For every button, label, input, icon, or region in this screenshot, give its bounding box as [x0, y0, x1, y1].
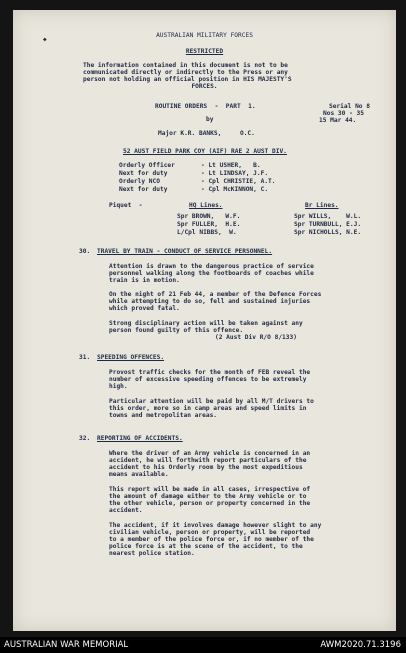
routine-orders-heading: ROUTINE ORDERS - PART 1.: [155, 103, 256, 110]
by-label: by: [206, 116, 214, 123]
roster-role: Next for duty: [119, 170, 175, 177]
document-title: AUSTRALIAN MILITARY FORCES: [156, 32, 253, 39]
roster-name: - Lt USHER, B.: [201, 162, 261, 169]
unit-heading: 52 AUST FIELD PARK COY (AIF) RAE 2 AUST DIV.: [123, 148, 287, 155]
roster-name: - Cpl CHRISTIE, A.T.: [201, 178, 276, 185]
order-reference: (2 Aust Div R/O 8/133): [215, 334, 297, 341]
roster-name: - Lt LINDSAY, J.F.: [201, 170, 269, 177]
archive-name: AUSTRALIAN WAR MEMORIAL: [4, 640, 129, 650]
roster-role: Next for duty: [119, 186, 175, 193]
item-number: 31.: [79, 354, 91, 361]
roster-name: - Cpl McKINNON, C.: [201, 186, 269, 193]
document-page: ◆ AUSTRALIAN MILITARY FORCES RESTRICTED The information contained in this document is not to be communicated directly or indirectly to the Press or any person not holding an official position in HIS MAJESTY'S FORCES. ROUTINE ORDERS - PART 1. Serial No 8 Nos 30 - 35 15 Mar 44. by Major K.R. BANKS, O.C. 52 AUST FIELD PARK COY (AIF) RAE 2 AUST DIV. Orderly Officer - Lt USHER, B. Next for duty - Lt LINDSAY, J.F. Orderly NCO - Cpl CHRISTIE, A.T. Next for duty - Cpl McKINNON, C. Piquet - HQ Lines. Br Lines. Spr BROWN, W.F. Spr FULLER, H.E. L/Cpl NIBBS, W. Spr WILLS, W.L. Spr TURNBULL, E.J. Spr NICHOLLS, N.E. 30. TRAVEL BY TRAIN - CONDUCT OF SERVICE PERSONNEL. Attention is drawn to the dangerous practice of service personnel walking along the footboards of coaches while train is in motion. On the night of 21 Feb 44, a member of the Defence Forces while attempting to do so, fell and sustained injuries which proved fatal. Strong disciplinary action will be taken against any person found guilty of this offence. (2 Aust Div R/O 8/133) 31. SPEEDING OFFENCES. Provost traffic checks for the month of FEB reveal the number of excessive speeding offences to be extremely high. Particular attention will be paid by all M/T drivers to this order, more so in camp areas and speed limits in towns and metropolitan areas. 32. REPORTING OF ACCIDENTS. Where the driver of an Army vehicle is concerned in an accident, he will forthwith report particulars of the accident to his Orderly room by the most expeditious means available. This report will be made in all cases, irrespective of the amount of damage either to the Army vehicle or to the other vehicle, person or property concerned in the accident. The accident, if it involves damage however slight to any civilian vehicle, person or property, will be reported to a member of the police force or, if no member of the police force is at the scene of the accident, to the nearest police station.: [13, 10, 396, 631]
item-number: 32.: [79, 435, 91, 442]
page-mark: ◆: [43, 36, 47, 43]
br-lines-heading: Br Lines.: [305, 202, 339, 209]
order-numbers: Nos 30 - 35: [323, 110, 364, 117]
hq-lines-heading: HQ Lines.: [189, 202, 223, 209]
commanding-officer: Major K.R. BANKS, O.C.: [158, 130, 255, 137]
piquet-name: Spr NICHOLLS, N.E.: [294, 229, 362, 236]
restricted-heading: RESTRICTED: [185, 48, 224, 55]
roster-role: Orderly Officer: [119, 162, 175, 169]
item-title: REPORTING OF ACCIDENTS.: [97, 435, 183, 442]
piquet-label: Piquet -: [109, 202, 143, 209]
order-date: 15 Mar 44.: [319, 117, 357, 124]
roster-role: Orderly NCO: [119, 178, 175, 185]
piquet-name: Spr BROWN, W.F.: [177, 213, 241, 220]
item-number: 30.: [79, 248, 91, 255]
piquet-name: L/Cpl NIBBS, W.: [177, 229, 237, 236]
item-title: SPEEDING OFFENCES.: [97, 354, 165, 361]
piquet-name: Spr WILLS, W.L.: [294, 213, 362, 220]
serial-number: Serial No 8: [329, 103, 370, 110]
archive-reference: AWM2020.71.3196: [320, 640, 401, 650]
item-title: TRAVEL BY TRAIN - CONDUCT OF SERVICE PERSONNEL.: [97, 248, 273, 255]
archive-footer: [0, 637, 406, 653]
piquet-name: Spr TURNBULL, E.J.: [294, 221, 362, 228]
piquet-name: Spr FULLER, H.E.: [177, 221, 241, 228]
